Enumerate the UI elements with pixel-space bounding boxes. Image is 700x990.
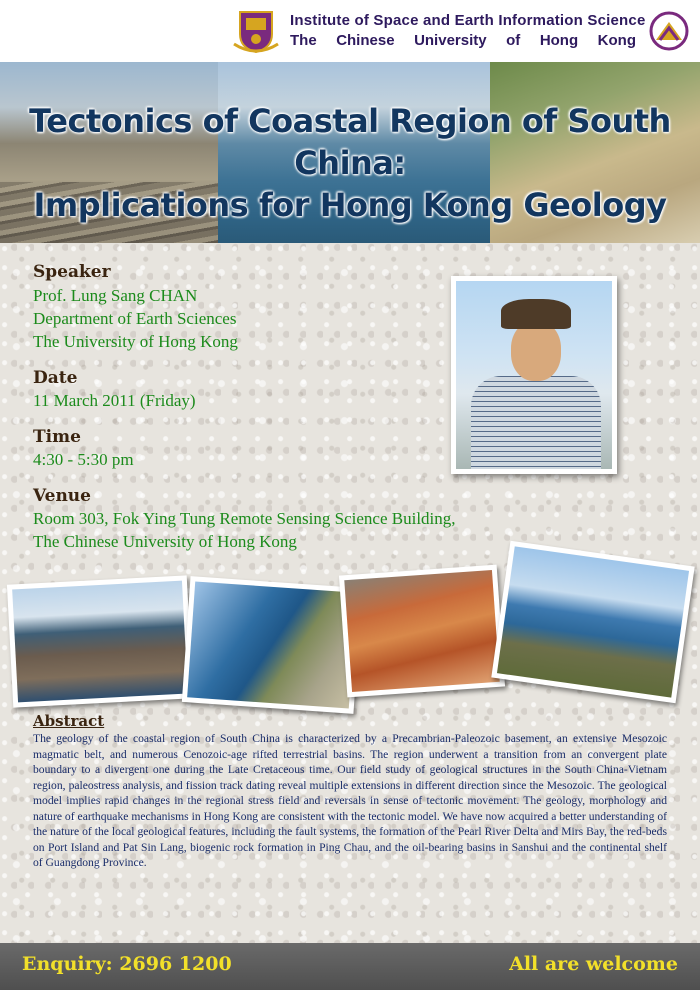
coastal-rocks-photo <box>7 575 193 707</box>
header-bar <box>0 0 700 62</box>
university-word: The <box>290 32 317 49</box>
speaker-heading: Speaker <box>33 262 111 282</box>
university-word: University <box>414 32 487 49</box>
venue-heading: Venue <box>33 486 91 506</box>
date-heading: Date <box>33 368 78 388</box>
red-beds-photo <box>339 565 505 698</box>
date-value: 11 March 2011 (Friday) <box>33 391 196 410</box>
university-word: Kong <box>597 32 636 49</box>
time-value: 4:30 - 5:30 pm <box>33 450 134 469</box>
abstract-body: The geology of the coastal region of South China is characterized by a Precambrian-Paleozoic basement, an extensive Mesozoic magmatic belt, and numerous Cenozoic-age rifted terrestrial basins. The region underwent a transition from an convergent plate boundary to a divergent one during the Late Cretaceous time. Our field study of geological structures in the South China-Vietnam region, paleostress analysis, and fission track dating reveal multiple extensions in different direction since the Mesozoic. The geological model implies rapid changes in the regional stress field and reversals in sense of tectonic movement. The geology, morphology and nature of earthquake mechanisms in Hong Kong are consistent with the tectonic model. We have now acquired a better understanding of the nature of the local geological features, including the fault systems, the formation of the Pearl River Delta and Mirs Bay, the red-beds on Port Island and Pat Sin Lang, biogenic rock formation in Ping Chau, and the oil-bearing basins in Sanshui and the continental shelf of Guangdong Province. <box>33 732 667 869</box>
university-word: Chinese <box>336 32 395 49</box>
sea-cliff-photo <box>182 576 362 714</box>
venue-line1: Room 303, Fok Ying Tung Remote Sensing Science Building, <box>33 509 456 528</box>
talk-title <box>0 100 700 226</box>
all-welcome-note: All are welcome <box>509 953 678 975</box>
institute-name: Institute of Space and Earth Information Science <box>290 12 646 29</box>
time-heading: Time <box>33 427 81 447</box>
abstract-heading: Abstract <box>33 712 105 730</box>
university-name <box>290 32 636 49</box>
title-banner <box>0 62 700 243</box>
venue-line2: The Chinese University of Hong Kong <box>33 532 297 551</box>
talk-title-line1: Tectonics of Coastal Region of South China: <box>29 102 671 182</box>
footer-bar <box>0 943 700 990</box>
university-word: Hong <box>539 32 579 49</box>
speaker-university: The University of Hong Kong <box>33 332 238 351</box>
university-crest-logo <box>232 8 280 54</box>
enquiry-phone: Enquiry: 2696 1200 <box>22 953 232 975</box>
coastal-headland-photo <box>491 541 694 704</box>
speaker-name: Prof. Lung Sang CHAN <box>33 286 198 305</box>
speaker-photo <box>451 276 617 474</box>
university-word: of <box>506 32 521 49</box>
talk-title-line2: Implications for Hong Kong Geology <box>33 186 667 224</box>
speaker-department: Department of Earth Sciences <box>33 309 237 328</box>
institute-logo <box>648 10 690 52</box>
